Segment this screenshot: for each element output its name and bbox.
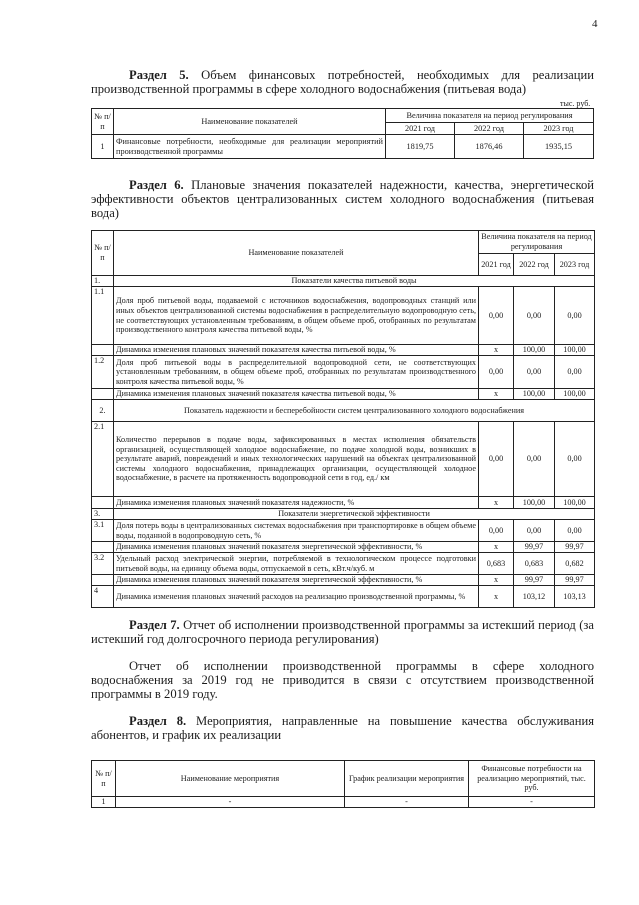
table-row xyxy=(92,553,595,575)
row-value: 0,00 xyxy=(479,520,514,542)
table-row xyxy=(92,797,595,808)
header-year: 2023 год xyxy=(555,254,595,276)
header-year: 2021 год xyxy=(386,123,455,135)
row-num xyxy=(92,542,114,553)
row-value: 103,13 xyxy=(555,586,595,608)
row-value: x xyxy=(479,345,514,356)
row-num: 2. xyxy=(92,400,114,422)
row-name: Динамика изменения плановых значений показателя энергетической эффективности, % xyxy=(114,575,479,586)
page-number: 4 xyxy=(592,18,598,30)
table-row xyxy=(92,586,595,608)
section-7-title: Отчет об исполнении производственной программы за истекший период (за истекший год долгосрочного периода регулирования) xyxy=(91,618,594,647)
header-year: 2022 год xyxy=(455,123,524,135)
header-num: № п/п xyxy=(92,109,114,135)
header-num: № п/п xyxy=(92,231,114,276)
row-num xyxy=(92,497,114,509)
table-group-row xyxy=(92,276,595,287)
group-name: Показатель надежности и бесперебойности систем централизованного холодного водоснабжения xyxy=(114,400,595,422)
row-num xyxy=(92,345,114,356)
row-value: 0,00 xyxy=(555,422,595,497)
row-value: 100,00 xyxy=(514,497,555,509)
table-row xyxy=(92,345,595,356)
row-value: 0,683 xyxy=(479,553,514,575)
row-value: 0,00 xyxy=(479,356,514,389)
row-value: 99,97 xyxy=(555,575,595,586)
row-value: 99,97 xyxy=(555,542,595,553)
row-num: 1.2 xyxy=(92,356,114,389)
section-8-heading xyxy=(91,714,594,742)
section-5-label: Раздел 5. xyxy=(129,68,189,82)
header-num: № п/п xyxy=(92,761,116,797)
row-value: 103,12 xyxy=(514,586,555,608)
row-value: 100,00 xyxy=(555,345,595,356)
row-name: Количество перерывов в подаче воды, зафиксированных в местах исполнения обязательств организацией, осуществляющей холодное водоснабжение, по подаче холодной воды, возникших в результате аварий, повреждений и иных технологических нарушений на объектах централизованной системы холодного водоснабжения, принадлежащих организации, осуществляющей холодное водоснабжение, в расчете на протяженность водопроводной сети в год, ед./ км xyxy=(114,422,479,497)
table-row xyxy=(92,287,595,345)
row-value: x xyxy=(479,575,514,586)
section-8-table xyxy=(91,760,595,808)
row-value: 100,00 xyxy=(555,497,595,509)
row-name: Динамика изменения плановых значений расходов на реализацию производственной программы, % xyxy=(114,586,479,608)
header-schedule: График реализации мероприятия xyxy=(345,761,469,797)
row-value: 0,00 xyxy=(514,356,555,389)
table-row xyxy=(92,356,595,389)
row-name: Доля потерь воды в централизованных системах водоснабжения при транспортировке в общем объеме воды, поданной в водопроводную сеть, % xyxy=(114,520,479,542)
row-value: 0,00 xyxy=(479,287,514,345)
table-group-row xyxy=(92,400,595,422)
header-year: 2022 год xyxy=(514,254,555,276)
section-7-label: Раздел 7. xyxy=(129,618,180,632)
section-7-heading xyxy=(91,618,594,646)
row-value: 1819,75 xyxy=(386,135,455,159)
row-value: 0,00 xyxy=(514,520,555,542)
row-name: Динамика изменения плановых значений показателя качества питьевой воды, % xyxy=(114,345,479,356)
row-num: 3. xyxy=(92,509,114,520)
row-value: 0,00 xyxy=(555,356,595,389)
row-name: Удельный расход электрической энергии, потребляемой в технологическом процессе подготовки питьевой воды, на единицу объема воды, отпускаемой в сеть, кВт.ч/куб. м xyxy=(114,553,479,575)
section-5-table xyxy=(91,108,594,159)
row-num: 4 xyxy=(92,586,114,608)
row-finance: - xyxy=(469,797,595,808)
row-value: 0,00 xyxy=(479,422,514,497)
header-finance: Финансовые потребности на реализацию мероприятий, тыс. руб. xyxy=(469,761,595,797)
group-name: Показатели качества питьевой воды xyxy=(114,276,595,287)
row-value: x xyxy=(479,586,514,608)
row-value: 1935,15 xyxy=(524,135,594,159)
section-5-title: Объем финансовых потребностей, необходимых для реализации производственной программы в сфере холодного водоснабжения (питьевая вода) xyxy=(91,68,594,97)
row-name: Динамика изменения плановых значений показателя энергетической эффективности, % xyxy=(114,542,479,553)
section-6-heading xyxy=(91,178,594,221)
row-value: 0,683 xyxy=(514,553,555,575)
row-schedule: - xyxy=(345,797,469,808)
section-7-body: Отчет об исполнении производственной программы в сфере холодного водоснабжения за 2019 год не приводится в связи с отсутствием производственной программы в 2019 году. xyxy=(91,659,594,702)
row-num: 3.2 xyxy=(92,553,114,575)
row-value: 1876,46 xyxy=(455,135,524,159)
section-5-heading xyxy=(91,68,594,96)
row-num: 1. xyxy=(92,276,114,287)
row-value: 0,00 xyxy=(555,520,595,542)
section-6-label: Раздел 6. xyxy=(129,178,184,192)
section-6-title: Плановые значения показателей надежности, качества, энергетической эффективности объектов централизованных систем холодного водоснабжения (питьевая вода) xyxy=(91,178,594,221)
row-value: x xyxy=(479,542,514,553)
row-name: Динамика изменения плановых значений показателя качества питьевой воды, % xyxy=(114,389,479,400)
row-value: 99,97 xyxy=(514,542,555,553)
row-num: 1 xyxy=(92,797,116,808)
table-row xyxy=(92,575,595,586)
row-name: - xyxy=(116,797,345,808)
row-name: Финансовые потребности, необходимые для реализации мероприятий производственной программы xyxy=(114,135,386,159)
section-8-title: Мероприятия, направленные на повышение качества обслуживания абонентов, и график их реализации xyxy=(91,714,594,743)
table-group-row xyxy=(92,509,595,520)
table-row xyxy=(92,497,595,509)
header-year: 2021 год xyxy=(479,254,514,276)
table-row xyxy=(92,542,595,553)
row-value: 100,00 xyxy=(555,389,595,400)
group-name: Показатели энергетической эффективности xyxy=(114,509,595,520)
row-name: Динамика изменения плановых значений показателя надежности, % xyxy=(114,497,479,509)
row-name: Доля проб питьевой воды, подаваемой с источников водоснабжения, водопроводных станций или иных объектов централизованной системы водоснабжения в распределительную водопроводную сеть, не соответствующих установленным требованиям, в общем объеме проб, отобранных по результатам производственного контроля качества питьевой воды, % xyxy=(114,287,479,345)
table-row xyxy=(92,422,595,497)
row-value: 0,682 xyxy=(555,553,595,575)
row-value: 100,00 xyxy=(514,345,555,356)
table-row xyxy=(92,520,595,542)
table-row xyxy=(92,135,594,159)
row-num: 2.1 xyxy=(92,422,114,497)
row-value: 0,00 xyxy=(555,287,595,345)
units-label: тыс. руб. xyxy=(560,99,591,108)
section-8-label: Раздел 8. xyxy=(129,714,187,728)
row-value: 0,00 xyxy=(514,287,555,345)
row-name: Доля проб питьевой воды в распределительной водопроводной сети, не соответствующих установленным требованиям, в общем объеме проб, отобранных по результатам производственного контроля качества питьевой воды, % xyxy=(114,356,479,389)
header-period: Величина показателя на период регулирования xyxy=(386,109,594,123)
row-value: 0,00 xyxy=(514,422,555,497)
row-value: x xyxy=(479,389,514,400)
row-value: 99,97 xyxy=(514,575,555,586)
row-value: 100,00 xyxy=(514,389,555,400)
row-num: 1 xyxy=(92,135,114,159)
section-6-table xyxy=(91,230,595,608)
row-num xyxy=(92,575,114,586)
header-name: Наименование показателей xyxy=(114,109,386,135)
header-period: Величина показателя на период регулирования xyxy=(479,231,595,254)
row-num xyxy=(92,389,114,400)
row-num: 3.1 xyxy=(92,520,114,542)
row-num: 1.1 xyxy=(92,287,114,345)
header-name: Наименование мероприятия xyxy=(116,761,345,797)
header-name: Наименование показателей xyxy=(114,231,479,276)
table-row xyxy=(92,389,595,400)
header-year: 2023 год xyxy=(524,123,594,135)
row-value: x xyxy=(479,497,514,509)
